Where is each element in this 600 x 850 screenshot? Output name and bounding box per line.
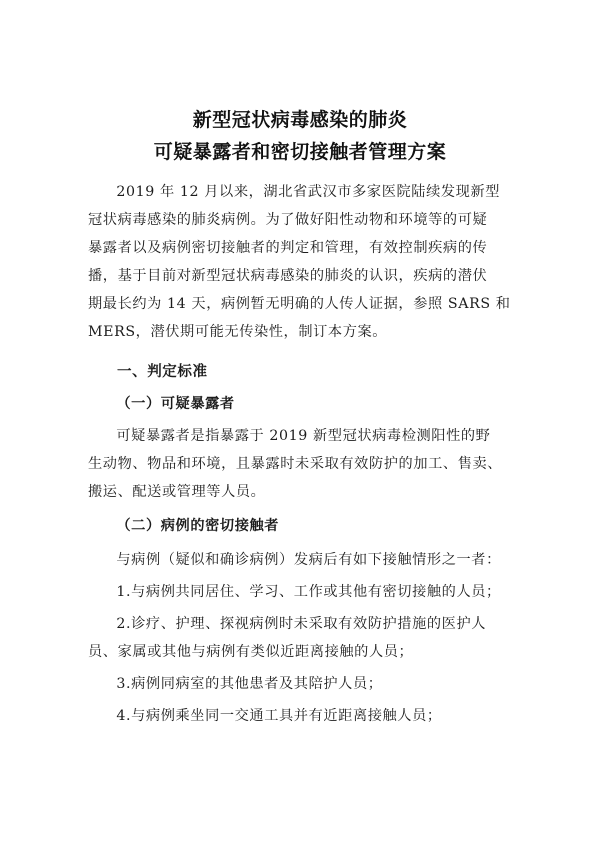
title-line-2: 可疑暴露者和密切接触者管理方案: [153, 141, 447, 163]
list-item-line: 3.病例同病室的其他患者及其陪护人员；: [116, 676, 383, 692]
intro-paragraph: [88, 178, 516, 346]
list-item: [88, 670, 516, 698]
list-item-line: 4.与病例乘坐同一交通工具并有近距离接触人员；: [116, 708, 442, 724]
list-item-line: 1.与病例共同居住、学习、工作或其他有密切接触的人员；: [116, 584, 501, 600]
suspected-exposure-paragraph: [88, 422, 516, 506]
close-contacts-intro: [88, 546, 516, 574]
subsection-heading-suspected-exposure: （一）可疑暴露者: [116, 396, 235, 412]
document-body: [88, 178, 516, 730]
list-item-line: 2.诊疗、护理、探视病例时未采取有效防护措施的医护人: [116, 616, 487, 632]
paragraph-line: 可疑暴露者是指暴露于 2019 新型冠状病毒检测阳性的野: [116, 428, 491, 444]
document-title: [0, 104, 600, 168]
section-heading-criteria: 一、判定标准: [117, 364, 208, 380]
paragraph-line: 与病例（疑似和确诊病例）发病后有如下接触情形之一者：: [116, 552, 501, 568]
title-line-1: 新型冠状病毒感染的肺炎: [192, 109, 408, 131]
list-item: [88, 610, 516, 666]
paragraph-line: 生动物、物品和环境，且暴露时未采取有效防护的加工、售卖、: [88, 456, 503, 472]
subsection-heading-close-contacts: （二）病例的密切接触者: [116, 518, 280, 534]
intro-line: 暴露者以及病例密切接触者的判定和管理，有效控制疾病的传: [88, 240, 488, 256]
paragraph-line: 搬运、配送或管理等人员。: [88, 484, 266, 500]
list-item-line: 员、家属或其他与病例有类似近距离接触的人员；: [88, 644, 414, 660]
intro-line: 播，基于目前对新型冠状病毒感染的肺炎的认识，疾病的潜伏: [88, 268, 488, 284]
list-item: [88, 702, 516, 730]
list-item: [88, 578, 516, 606]
intro-line: MERS，潜伏期可能无传染性，制订本方案。: [88, 324, 388, 340]
intro-line: 冠状病毒感染的肺炎病例。为了做好阳性动物和环境等的可疑: [88, 212, 488, 228]
intro-line: 2019 年 12 月以来，湖北省武汉市多家医院陆续发现新型: [116, 184, 501, 200]
intro-line: 期最长约为 14 天，病例暂无明确的人传人证据，参照 SARS 和: [88, 296, 511, 312]
